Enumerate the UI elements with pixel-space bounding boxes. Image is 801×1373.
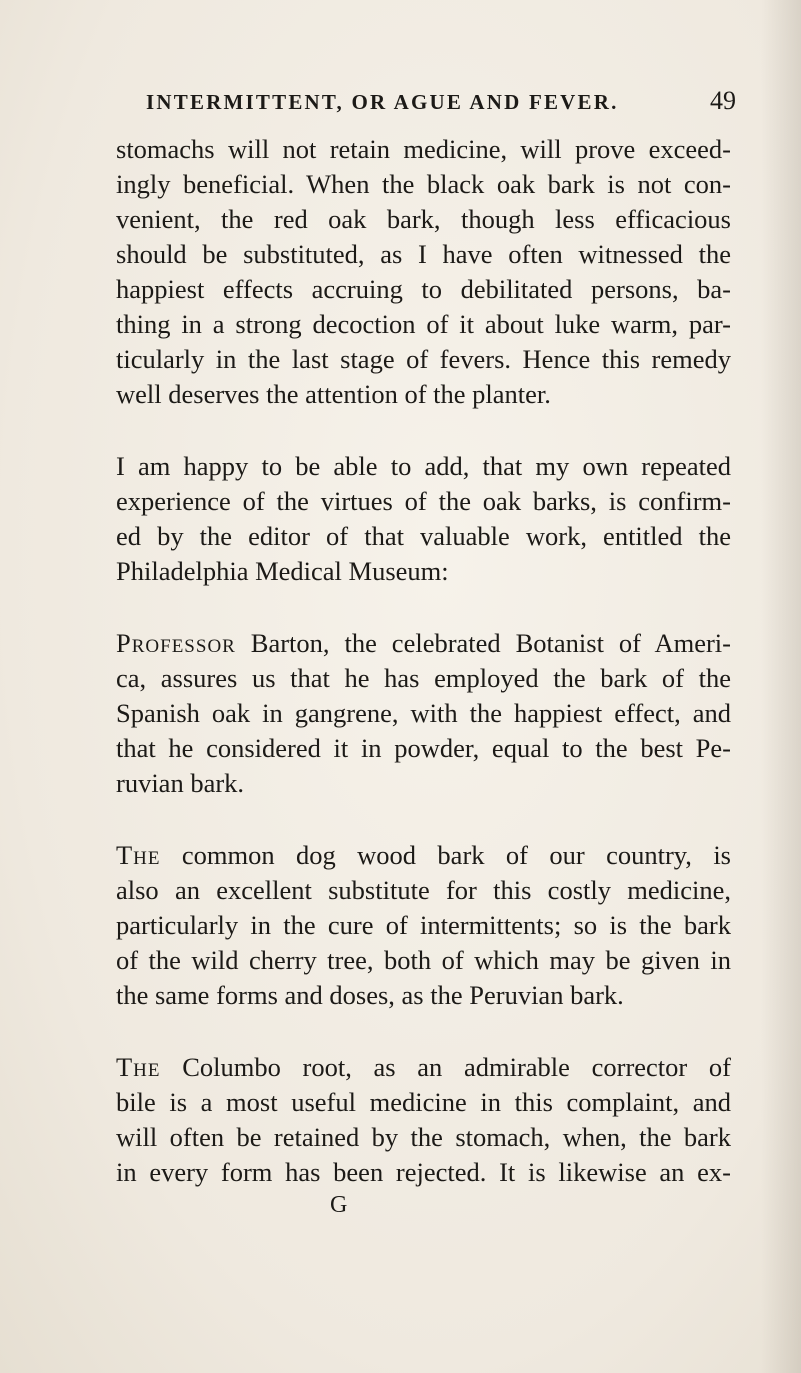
text-line: Spanish oak in gangrene, with the happiest effect, and [116, 698, 731, 728]
lead-word: The [116, 1052, 161, 1082]
text-line: ca, assures us that he has employed the bark of the [116, 663, 731, 693]
text-line-lead [116, 626, 731, 661]
text-line: in every form has been rejected. It is likewise an ex- [116, 1157, 731, 1187]
text-line: that he considered it in powder, equal to the best Pe- [116, 733, 731, 763]
text-line: stomachs will not retain medicine, will prove exceed- [116, 134, 731, 164]
lead-word: The [116, 840, 161, 870]
body-text [116, 132, 731, 1220]
text-line: venient, the red oak bark, though less efficacious [116, 204, 731, 234]
text-line: well deserves the attention of the planter. [116, 379, 551, 409]
text-line: should be substituted, as I have often witnessed the [116, 239, 731, 269]
text-line-lead [116, 838, 731, 873]
lead-word: Professor [116, 628, 236, 658]
paragraph-2 [116, 449, 731, 589]
text-line: the same forms and doses, as the Peruvian bark. [116, 980, 624, 1010]
text-line: also an excellent substitute for this costly medicine, [116, 875, 731, 905]
text-line: of the wild cherry tree, both of which may be given in [116, 945, 731, 975]
text-line: Philadelphia Medical Museum: [116, 556, 449, 586]
text-line: particularly in the cure of intermittents; so is the bark [116, 910, 731, 940]
paragraph-1 [116, 132, 731, 412]
paragraph-gap [116, 801, 731, 838]
text-line: thing in a strong decoction of it about luke warm, par- [116, 309, 731, 339]
lead-line-rest: Barton, the celebrated Botanist of Ameri- [235, 628, 731, 658]
text-line: ticularly in the last stage of fevers. Hence this remedy [116, 344, 731, 374]
text-line: ed by the editor of that valuable work, entitled the [116, 521, 731, 551]
lead-line-rest: common dog wood bark of our country, is [160, 840, 731, 870]
text-line: ruvian bark. [116, 768, 245, 798]
paragraph-gap [116, 589, 731, 626]
running-title: INTERMITTENT, OR AGUE AND FEVER. [146, 90, 619, 114]
page-fold-shadow [761, 0, 801, 1373]
text-line: I am happy to be able to add, that my own repeated [116, 451, 731, 481]
paragraph-5 [116, 1050, 731, 1190]
text-line: ingly beneficial. When the black oak bark is not con- [116, 169, 731, 199]
page-number: 49 [710, 86, 736, 115]
paragraph-4 [116, 838, 731, 1013]
text-line-lead [116, 1050, 731, 1085]
text-line: happiest effects accruing to debilitated persons, ba- [116, 274, 731, 304]
paragraph-gap [116, 412, 731, 449]
paragraph-3 [116, 626, 731, 801]
signature-mark: G [330, 1192, 348, 1218]
text-line: experience of the virtues of the oak barks, is confirm- [116, 486, 731, 516]
lead-line-rest: Columbo root, as an admirable corrector of [160, 1052, 731, 1082]
running-header [146, 86, 736, 116]
paragraph-gap [116, 1013, 731, 1050]
text-line: will often be retained by the stomach, when, the bark [116, 1122, 731, 1152]
text-line: bile is a most useful medicine in this complaint, and [116, 1087, 731, 1117]
